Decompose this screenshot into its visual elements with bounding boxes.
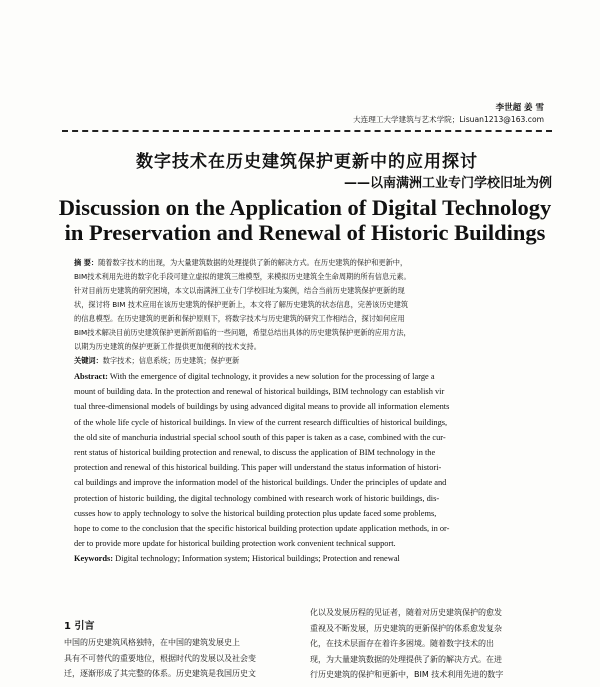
body-column-right (310, 605, 550, 683)
abstract-en-line (74, 369, 544, 384)
abstract-cn-line: 以期为历史建筑的保护更新工作提供更加便利的技术支持。 (74, 342, 261, 351)
abstract-cn-label: 摘 要： (74, 258, 99, 267)
body-line: 迁，逐渐形成了其完整的体系。历史建筑是我国历史文 (64, 669, 256, 678)
keywords-chinese (74, 354, 544, 368)
abstract-cn-line: BIM技术解决目前历史建筑保护更新所面临的一些问题，希望总结出具体的历史建筑保护更新的应用方法， (74, 328, 411, 337)
keywords-en-text: Digital technology; Information system; Historical buildings; Protection and renewal (115, 554, 400, 564)
abstract-en-label: Abstract: (74, 372, 108, 381)
body-line: 化以及发展历程的见证者，随着对历史建筑保护的愈发 (310, 608, 502, 617)
title-chinese: 数字技术在历史建筑保护更新中的应用探讨 (136, 152, 478, 172)
abstract-en-line: cal buildings and improve the information model of the historical buildings. Under the principles of update and (74, 478, 447, 488)
title-english-line-2: in Preservation and Renewal of Historic Buildings (64, 220, 546, 245)
abstract-en-line: der to provide more update for historical building protection work convenient technical support. (74, 539, 396, 549)
keywords-english (74, 551, 544, 566)
abstract-cn-line (74, 256, 544, 270)
keywords-en-label: Keywords: (74, 554, 114, 564)
abstract-en-line: protection of historic building, the digital technology combined with research work of historic buildings, dis- (74, 493, 440, 503)
body-column-left (64, 635, 296, 682)
abstract-chinese (74, 256, 544, 368)
abstract-cn-line: 状，探讨将 BIM 技术应用在该历史建筑的保护更新上，本文将了解历史建筑的状态信息，完善该历史建筑 (74, 300, 409, 309)
abstract-en-line: mount of building data. In the protection and renewal of historical buildings, BIM technology can establish vir (74, 387, 445, 397)
abstract-en-line: of the whole life cycle of historical buildings. In view of the current research difficulties of historical buildings, (74, 417, 448, 427)
abstract-en-line: tual three-dimensional models of buildings by using advanced digital means to provide all information elements (74, 402, 450, 412)
abstract-en-line: the old site of manchuria industrial special school south of this paper is taken as a case, combined with the cur- (74, 432, 446, 442)
abstract-en-line: rent status of historical building protection and renewal, to discuss the application of BIM technology in the (74, 448, 436, 458)
keywords-cn-text: 数字技术；信息系统；历史建筑；保护更新 (102, 356, 240, 365)
body-line: 中国的历史建筑风格独特，在中国的建筑发展史上 (64, 638, 240, 647)
abstract-cn-line: 针对目前历史建筑的研究困境，本文以南满洲工业专门学校旧址为案例，结合当前历史建筑保护更新的现 (74, 286, 405, 295)
abstract-english (74, 369, 544, 567)
abstract-en-line: hope to come to the conclusion that the specific historical building protection update application methods, in or- (74, 524, 450, 534)
section-heading-introduction: 1 引言 (64, 621, 95, 632)
author-affiliation: 大连理工大学建筑与艺术学院；Lisuan1213@163.com (353, 115, 544, 124)
abstract-en-line: protection and renewal of this historical building. This paper will understand the status information of histori- (74, 463, 442, 473)
abstract-en-text: With the emergence of digital technology, it provides a new solution for the processing of large a (109, 372, 435, 381)
subtitle-chinese: ——以南满洲工业专门学校旧址为例 (343, 176, 552, 191)
abstract-cn-line: BIM技术利用先进的数字化手段可建立虚拟的建筑三维模型，来模拟历史建筑全生命周期的所有信息元素。 (74, 272, 411, 281)
header-divider (62, 130, 552, 132)
body-line: 具有不可替代的重要地位，根据时代的发展以及社会变 (64, 653, 256, 663)
abstract-cn-line: 的信息模型。在历史建筑的更新和保护原则下，将数字技术与历史建筑的研究工作相结合，探讨如何应用 (74, 314, 405, 323)
title-english-line-1: Discussion on the Application of Digital Technology (58, 195, 552, 220)
body-line: 重视及不断发展，历史建筑的更新保护的体系愈发复杂 (310, 623, 502, 633)
abstract-en-line: cusses how to apply technology to solve the historical building protection plus update faced some problems, (74, 508, 437, 518)
body-line: 现，为大量建筑数据的处理提供了新的解决方式。在进 (310, 654, 502, 664)
abstract-cn-text: 随着数字技术的出现，为大量建筑数据的处理提供了新的解决方式。在历史建筑的保护和更新中， (98, 258, 408, 267)
authors: 李世超 姜 雪 (495, 103, 544, 113)
body-line: 化，在技术层面存在着许多困境。随着数字技术的出 (310, 639, 494, 648)
keywords-cn-label: 关键词： (74, 356, 103, 365)
body-line: 行历史建筑的保护和更新中，BIM 技术利用先进的数字 (310, 670, 504, 679)
